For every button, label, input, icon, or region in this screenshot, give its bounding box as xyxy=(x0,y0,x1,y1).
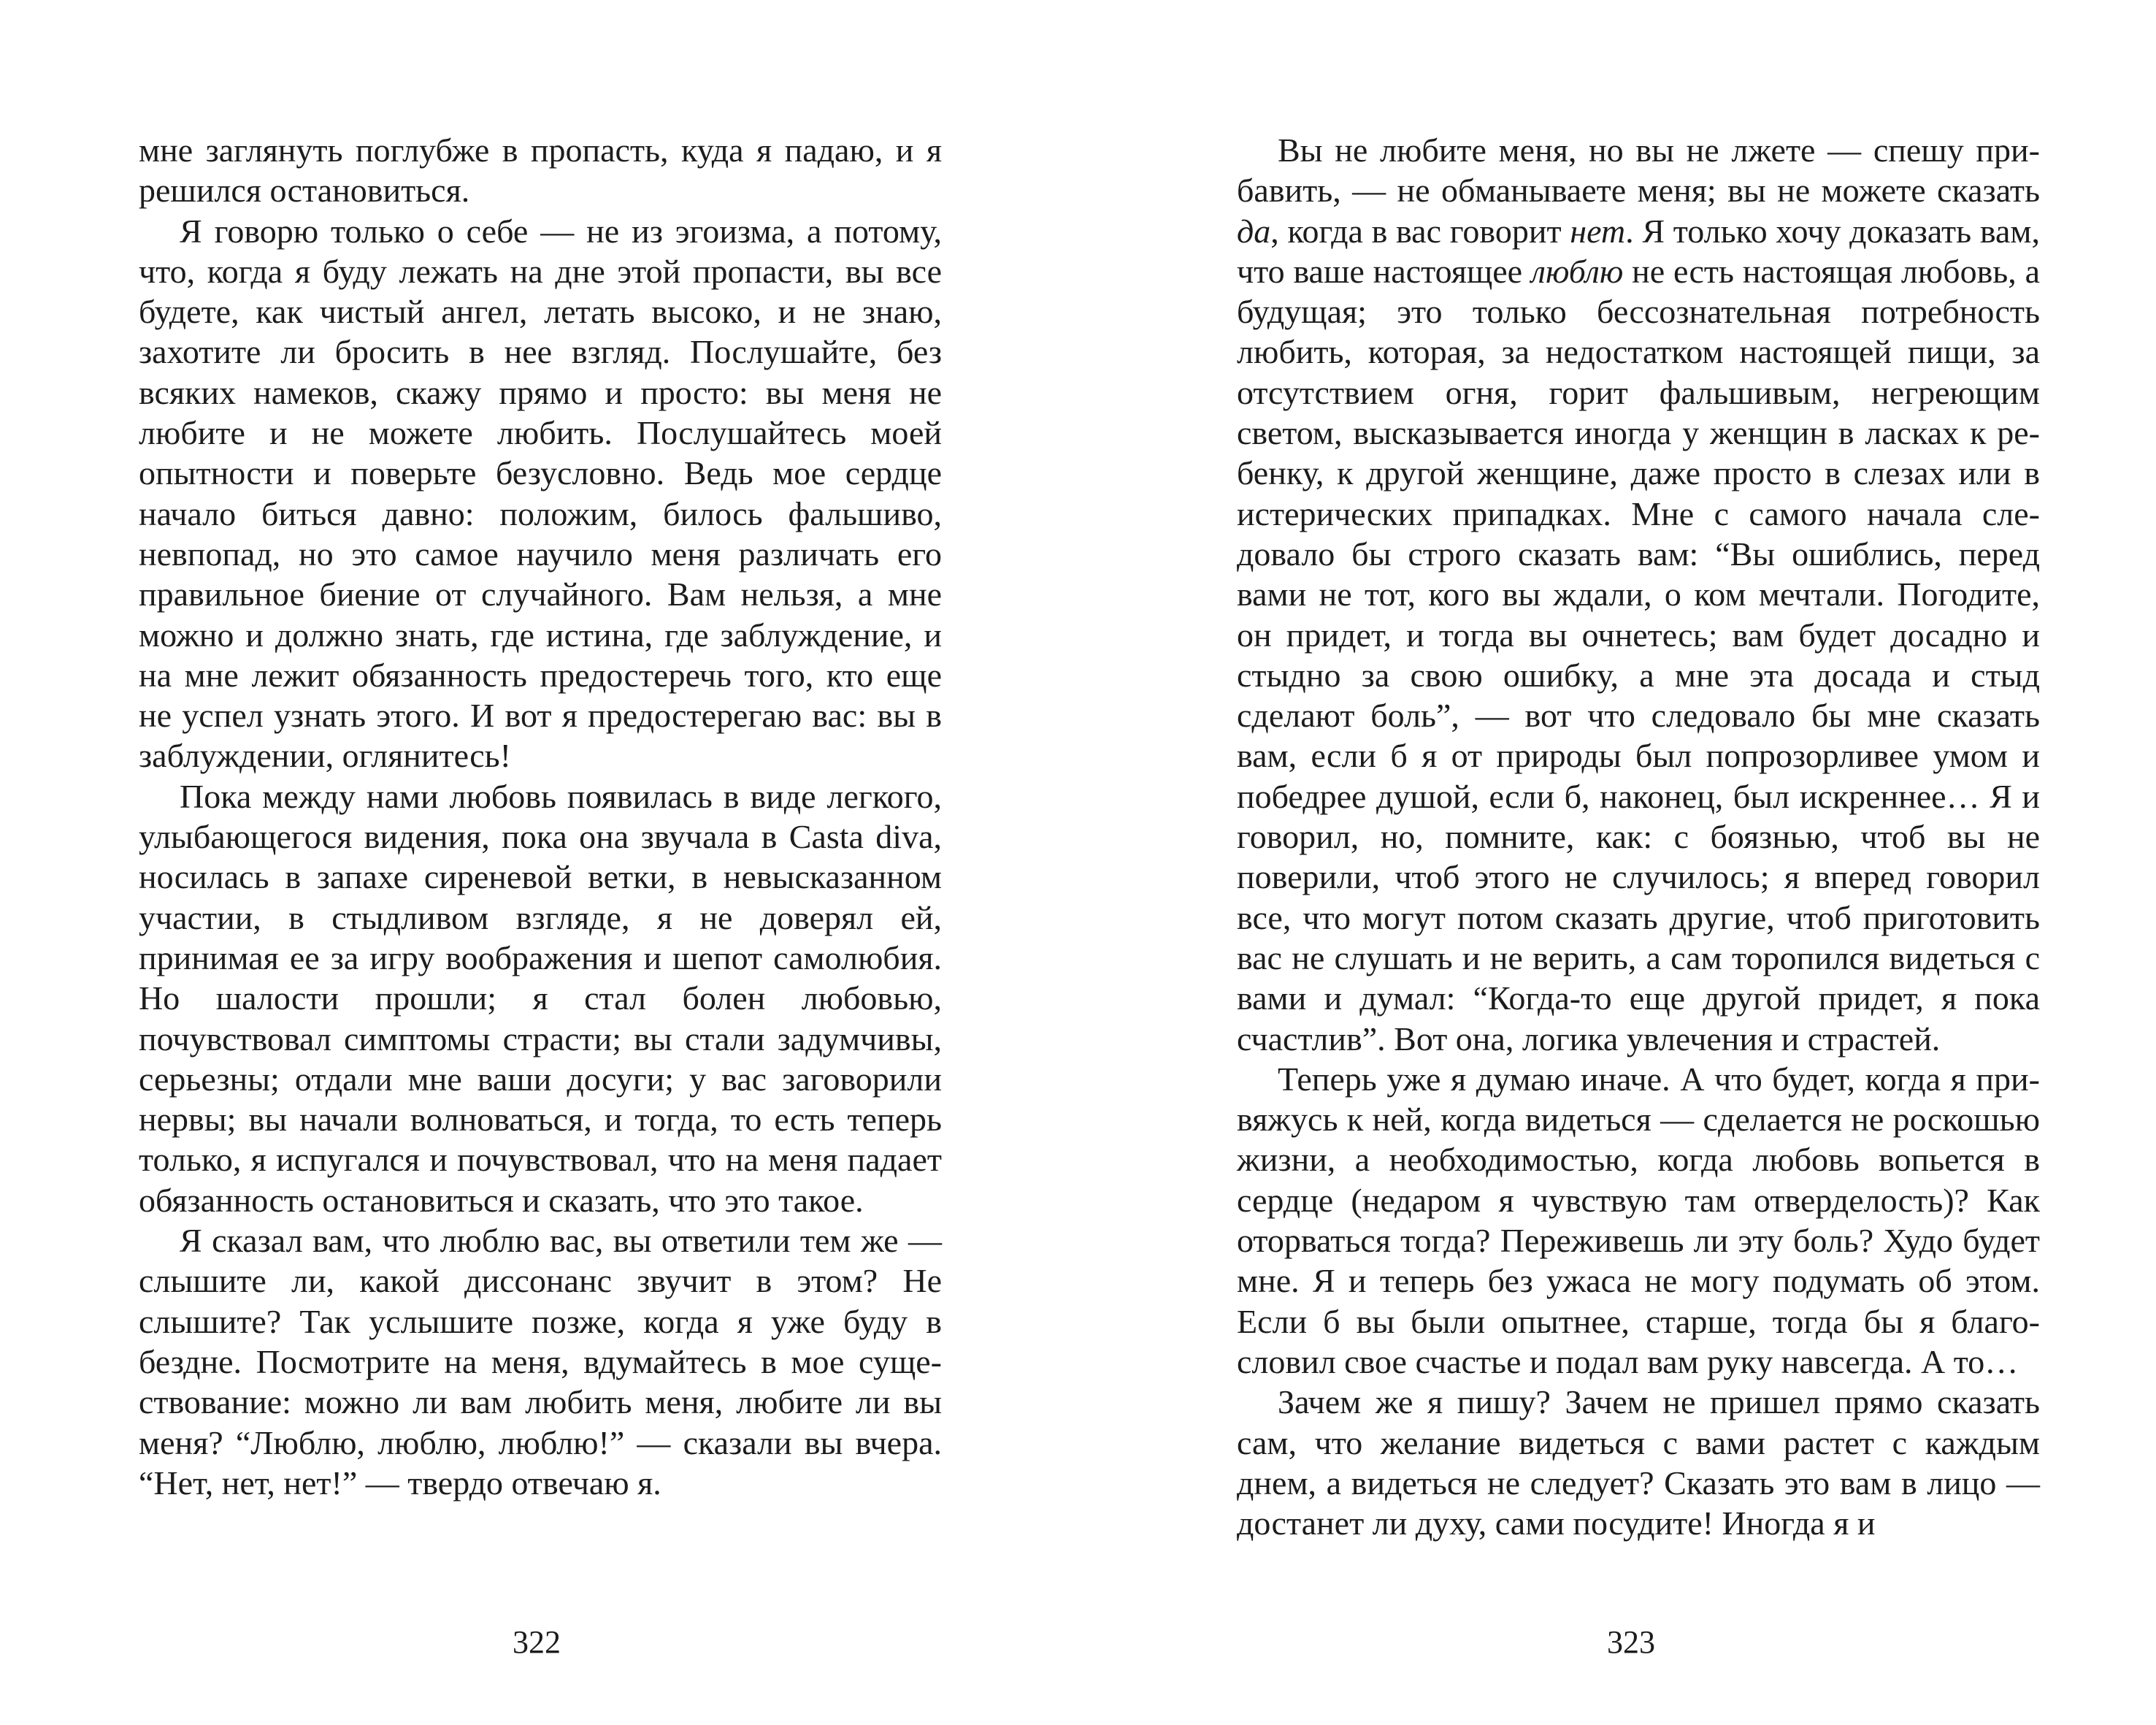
paragraph: Я сказал вам, что люблю вас, вы ответили тем же — слышите ли, какой диссонанс звучит в этом? Не слышите? Так услышите позже, когда я уже буду в бездне. Посмотрите на меня, вдумайтесь в мое существование: можно ли вам любить меня, любите ли вы меня? “Люблю, люблю, люблю!” — сказали вы вчера. “Нет, нет, нет!” — твердо отвечаю я. xyxy=(139,1222,942,1502)
italic-word: нет xyxy=(1570,212,1626,250)
paragraph: Зачем же я пишу? Зачем не пришел прямо сказать сам, что желание видеться с вами растет с каждым днем, а видеться не следует? Сказать это вам в лицо — достанет ли духу, сами посудите! Иногда я и xyxy=(1237,1383,2040,1542)
right-page xyxy=(1078,0,2156,1725)
paragraph: Пока между нами любовь появилась в виде легкого, улыбающегося видения, пока она звучала в Casta diva, носилась в запахе сиреневой ветки, в невысказанном участии, в стыдливом взгляде, я не доверял ей, принимая ее за игру воображения и шепот самолюбия. Но шалости прошли; я стал болен любовью, почувствовал симптомы страсти; вы стали задумчивы, серьезны; отдали мне ваши досуги; у вас заговорили нервы; вы начали волноваться, и тогда, то есть теперь только, я испугался и почувствовал, что на меня падает обязанность остановиться и сказать, что это такое. xyxy=(139,777,942,1219)
text-run: не есть настоящая любовь, а будущая; это только бессознательная потребность любить, которая, за недостатком настоящей пищи, за отсутствием огня, горит фальшивым, негреющим светом, высказывается иногда у женщин в ласках к ребенку, к другой женщине, даже просто в слезах или в истерических припадках. Мне с самого начала следовало бы строго сказать вам: “Вы ошиблись, перед вами не тот, кого вы ждали, о ком мечтали. Погодите, он придет, и тогда вы очнетесь; вам будет досадно и стыдно за свою ошибку, а мне эта досада и стыд сделают боль”, — вот что следовало бы мне сказать вам, если б я от природы был попрозорливее умом и победрее душой, если б, наконец, был искреннее… Я и говорил, но, помните, как: с боязнью, чтоб вы не поверили, чтоб этого не случилось; я вперед говорил все, что могут потом сказать другие, чтоб приготовить вас не слушать и не верить, а сам торопился видеться с вами и думал: “Когда-то еще другой придет, я пока счастлив”. Вот она, логика увлечения и страстей. xyxy=(1237,252,2040,1057)
text-run: . Я только хочу доказать вам, что ваше настоящее xyxy=(1237,212,2040,290)
paragraph xyxy=(1237,130,2040,1059)
page-number: 323 xyxy=(1607,1624,1655,1660)
paragraph: мне заглянуть поглубже в пропасть, куда я падаю, и я решился остановиться. xyxy=(139,131,942,210)
italic-word: да xyxy=(1237,212,1271,250)
page-number: 322 xyxy=(513,1624,561,1660)
right-page-text xyxy=(1237,130,2040,1543)
paragraph: Я говорю только о себе — не из эгоизма, а потому, что, когда я буду лежать на дне этой пропасти, вы все будете, как чистый ангел, летать высоко, и не знаю, захотите ли бросить в нее взгляд. Послушайте, без всяких намеков, скажу прямо и просто: вы меня не любите и не можете любить. Послушайтесь моей опытности и поверьте безусловно. Ведь мое сердце начало биться давно: положим, билось фальшиво, невпопад, но это самое научило меня различать его правильное биение от случайного. Вам нельзя, а мне можно и должно знать, где истина, где заблуждение, и на мне лежит обязанность предостеречь того, кто еще не успел узнать этого. И вот я предостерегаю вас: вы в заблуждении, оглянитесь! xyxy=(139,212,942,775)
paragraph: Теперь уже я думаю иначе. А что будет, когда я привяжусь к ней, когда видеться — сделается не роскошью жизни, а необходимостью, когда любовь вопьется в сердце (недаром я чувствую там отверделость)? Как оторваться тогда? Переживешь ли эту боль? Худо будет мне. Я и теперь без ужаса не могу подумать об этом. Если б вы были опытнее, старше, тогда бы я благословил свое счастье и подал вам руку навсегда. А то… xyxy=(1237,1060,2040,1380)
text-run: Вы не любите меня, но вы не лжете — спешу прибавить, — не обманываете меня; вы не можете сказать xyxy=(1237,131,2040,210)
left-page-text xyxy=(139,130,942,1503)
text-run: , когда в вас говорит xyxy=(1270,212,1570,250)
italic-word: люблю xyxy=(1530,252,1624,290)
